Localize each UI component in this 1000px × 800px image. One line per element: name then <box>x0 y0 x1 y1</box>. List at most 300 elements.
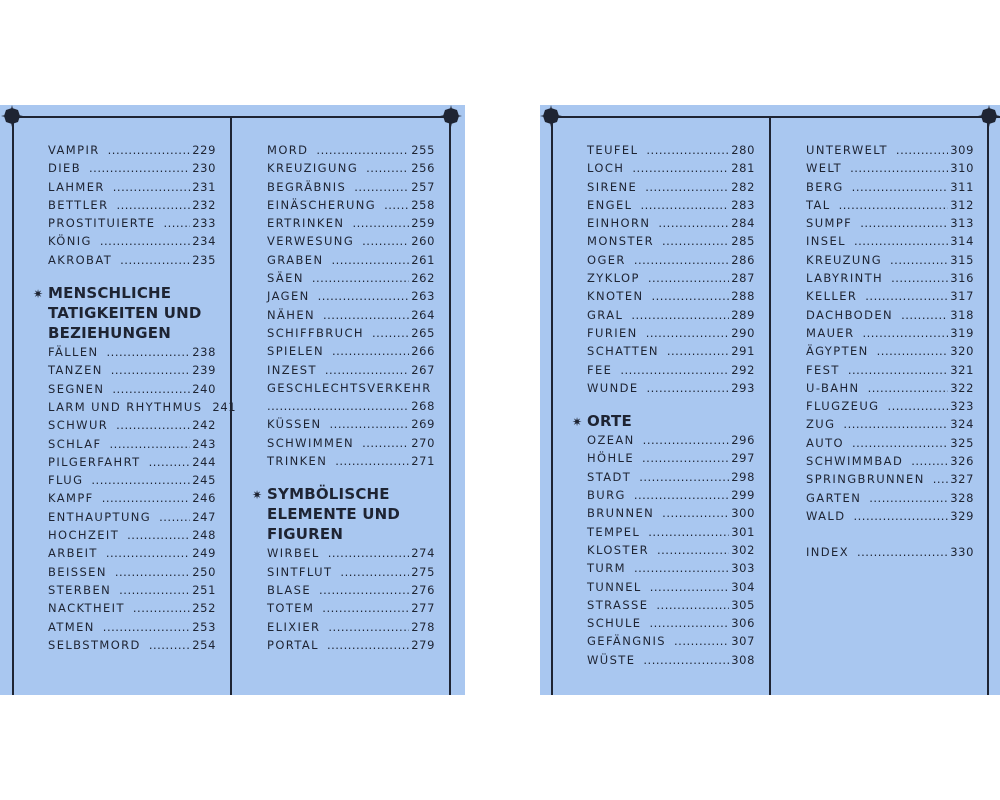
entry-name: BEISSEN <box>48 564 107 579</box>
index-entry <box>48 399 237 418</box>
entry-page-number: 231 <box>192 179 216 194</box>
entry-name: VAMPIR <box>48 143 100 157</box>
index-entry <box>267 381 435 418</box>
index-entry <box>806 509 974 527</box>
top-rule <box>552 116 1000 118</box>
dot-leader <box>116 198 190 212</box>
dot-leader <box>649 616 729 630</box>
dot-leader <box>362 234 409 248</box>
entry-name: BURG <box>587 488 626 503</box>
entry-name: SELBSTMORD <box>48 637 141 652</box>
entry-name: GRABEN <box>267 252 324 267</box>
entry-name: SCHULE <box>587 616 642 631</box>
dot-leader <box>865 289 948 303</box>
index-entry <box>806 417 974 435</box>
dot-leader <box>322 601 409 615</box>
entry-page-number: 279 <box>411 637 435 652</box>
asterisk-icon: ✷ <box>572 415 583 430</box>
entry-page-number: 291 <box>731 344 755 359</box>
entry-name: TOTEM <box>267 601 315 616</box>
index-entry <box>267 143 435 161</box>
dot-leader <box>642 451 729 465</box>
index-entry <box>48 382 216 400</box>
index-entry <box>587 271 755 289</box>
entry-name: KREUZIGUNG <box>267 161 359 176</box>
entry-name: SCHWUR <box>48 418 109 433</box>
index-entry <box>267 583 435 601</box>
dot-leader <box>328 546 410 560</box>
entry-page-number: 312 <box>950 197 974 212</box>
index-entry <box>806 308 974 326</box>
entry-name: WIRBEL <box>267 546 320 561</box>
entry-name: NÄHEN <box>267 307 315 322</box>
dot-leader <box>674 634 729 648</box>
entry-page-number: 256 <box>411 161 435 176</box>
dot-leader <box>362 436 409 450</box>
entry-page-number: 316 <box>950 271 974 286</box>
dot-leader <box>634 561 729 575</box>
entry-name: ERTRINKEN <box>267 216 345 231</box>
dot-leader <box>854 234 948 248</box>
dot-leader <box>332 344 409 358</box>
index-entry <box>587 634 755 652</box>
entry-page-number: 327 <box>950 472 974 487</box>
index-entry <box>48 473 216 491</box>
index-entry <box>48 161 216 179</box>
entry-name: LARM UND RHYTHMUS <box>48 399 203 414</box>
dot-leader <box>645 180 729 194</box>
index-entry <box>806 399 974 417</box>
entry-page-number: 262 <box>411 271 435 286</box>
dot-leader <box>887 399 948 413</box>
dot-leader <box>631 308 729 322</box>
entry-name: STERBEN <box>48 582 112 597</box>
dot-leader <box>839 198 949 212</box>
section-heading <box>572 411 755 431</box>
dot-leader <box>149 638 190 652</box>
entry-page-number: 293 <box>731 380 755 395</box>
entry-page-number: 233 <box>192 216 216 231</box>
entry-page-number: 326 <box>950 454 974 469</box>
entry-name: FLUG <box>48 473 84 488</box>
entry-page-number: 243 <box>192 436 216 451</box>
entry-name: BERG <box>806 179 844 194</box>
index-entry <box>587 234 755 252</box>
star-icon <box>540 105 562 127</box>
dot-leader <box>108 143 191 157</box>
index-entry <box>806 216 974 234</box>
index-entry <box>48 437 216 455</box>
index-entry <box>48 216 216 234</box>
entry-page-number: 298 <box>731 469 755 484</box>
index-entry <box>267 216 435 234</box>
entry-name: U-BAHN <box>806 380 860 395</box>
section-heading-line: BEZIEHUNGEN <box>48 324 171 343</box>
index-column <box>572 143 755 671</box>
index-entry <box>267 546 435 564</box>
section-heading-line: ORTE <box>587 412 632 431</box>
asterisk-icon: ✷ <box>33 287 44 302</box>
entry-name: DACHBODEN <box>806 307 894 322</box>
dot-leader <box>330 417 410 431</box>
dot-leader <box>119 583 190 597</box>
dot-leader <box>102 491 191 505</box>
entry-page-number: 241 <box>212 399 237 414</box>
index-entry <box>587 543 755 561</box>
dot-leader <box>869 491 948 505</box>
entry-name: MAUER <box>806 325 855 340</box>
index-entry <box>267 234 435 252</box>
dot-leader <box>857 545 948 559</box>
asterisk-icon: ✷ <box>252 488 263 503</box>
dot-leader <box>634 488 729 502</box>
dot-leader <box>91 473 190 487</box>
index-entry <box>48 455 216 473</box>
index-entry <box>587 363 755 381</box>
index-entry <box>587 381 755 399</box>
dot-leader <box>149 455 191 469</box>
entry-page-number: 266 <box>411 344 435 359</box>
entry-page-number: 330 <box>950 545 974 560</box>
entry-page-number: 244 <box>192 454 216 469</box>
entry-page-number: 329 <box>950 508 974 523</box>
entry-page-number: 229 <box>192 143 216 157</box>
entry-name: INDEX <box>806 545 849 560</box>
entry-name: TURM <box>587 561 626 576</box>
entry-name: STADT <box>587 469 632 484</box>
entry-page-number: 287 <box>731 271 755 286</box>
dot-leader <box>667 344 729 358</box>
index-entry <box>48 565 216 583</box>
index-entry <box>48 363 216 381</box>
index-entry <box>806 253 974 271</box>
entry-name: KELLER <box>806 289 858 304</box>
entry-name: BEGRÄBNIS <box>267 179 347 194</box>
dot-leader <box>335 454 409 468</box>
entry-name: LABYRINTH <box>806 271 884 286</box>
index-entry <box>267 253 435 271</box>
entry-name: SÄEN <box>267 271 304 286</box>
index-entry <box>587 326 755 344</box>
entry-page-number: 261 <box>411 252 435 267</box>
entry-page-number: 297 <box>731 451 755 466</box>
index-entry <box>48 528 216 546</box>
entry-name: WÜSTE <box>587 652 636 667</box>
dot-leader <box>891 271 948 285</box>
entry-page-number: 307 <box>731 634 755 649</box>
entry-page-number: 301 <box>731 524 755 539</box>
entry-page-number: 280 <box>731 143 755 157</box>
index-entry <box>587 253 755 271</box>
index-entry <box>587 308 755 326</box>
entry-page-number: 277 <box>411 601 435 616</box>
dot-leader <box>647 381 730 395</box>
index-entry <box>806 271 974 289</box>
entry-page-number: 235 <box>192 252 216 267</box>
entry-page-number: 268 <box>411 399 435 414</box>
entry-name: BETTLER <box>48 197 109 212</box>
section-heading-line: FIGUREN <box>267 525 344 544</box>
entry-name: ATMEN <box>48 619 95 634</box>
entry-page-number: 264 <box>411 307 435 322</box>
entry-page-number: 251 <box>192 582 216 597</box>
entry-name: SCHIFFBRUCH <box>267 325 364 340</box>
index-entry <box>267 436 435 454</box>
dot-leader <box>112 382 190 396</box>
entry-page-number: 281 <box>731 161 755 176</box>
index-entry <box>267 326 435 344</box>
entry-name: GRAL <box>587 307 624 322</box>
entry-name: KÜSSEN <box>267 417 322 432</box>
dot-leader <box>120 253 190 267</box>
index-entry <box>48 546 216 564</box>
entry-name: FURIEN <box>587 325 638 340</box>
entry-name: JAGEN <box>267 289 310 304</box>
entry-page-number: 313 <box>950 216 974 231</box>
entry-page-number: 289 <box>731 307 755 322</box>
dot-leader <box>331 253 409 267</box>
entry-name: OGER <box>587 252 626 267</box>
index-entry <box>48 620 216 638</box>
index-entry <box>267 161 435 179</box>
index-entry <box>806 161 974 179</box>
entry-name: TRINKEN <box>267 454 328 469</box>
entry-page-number: 271 <box>411 454 435 469</box>
entry-name: GARTEN <box>806 490 862 505</box>
entry-page-number: 303 <box>731 561 755 576</box>
section-heading <box>33 283 216 343</box>
entry-page-number: 269 <box>411 417 435 432</box>
entry-name: WALD <box>806 508 846 523</box>
index-entry <box>48 583 216 601</box>
entry-page-number: 245 <box>192 473 216 488</box>
section-heading-line: TATIGKEITEN UND <box>48 304 202 323</box>
index-entry <box>806 198 974 216</box>
entry-page-number: 320 <box>950 344 974 359</box>
entry-name: ELIXIER <box>267 619 321 634</box>
entry-page-number: 265 <box>411 325 435 340</box>
dot-leader <box>318 289 410 303</box>
index-entry <box>48 601 216 619</box>
dot-leader <box>877 344 949 358</box>
section-heading-line: MENSCHLICHE <box>48 284 172 303</box>
entry-page-number: 306 <box>731 616 755 631</box>
entry-name: UNTERWELT <box>806 143 888 157</box>
dot-leader <box>652 289 730 303</box>
index-entry <box>587 580 755 598</box>
entry-name: SUMPF <box>806 216 853 231</box>
entry-name: INZEST <box>267 362 317 377</box>
index-entry <box>267 308 435 326</box>
section-heading-line: SYMBÖLISCHE <box>267 485 390 504</box>
entry-name: SINTFLUT <box>267 564 333 579</box>
entry-page-number: 299 <box>731 488 755 503</box>
dot-leader <box>901 308 948 322</box>
dot-leader <box>634 253 729 267</box>
index-entry <box>587 180 755 198</box>
entry-page-number: 254 <box>192 637 216 652</box>
index-entry <box>267 180 435 198</box>
right-page <box>540 105 1000 695</box>
entry-page-number: 248 <box>192 528 216 543</box>
dot-leader <box>933 472 949 486</box>
entry-name: NACKTHEIT <box>48 601 125 616</box>
entry-name: PROSTITUIERTE <box>48 216 156 231</box>
dot-leader <box>312 271 409 285</box>
entry-page-number: 274 <box>411 546 435 561</box>
dot-leader <box>107 345 191 359</box>
star-icon <box>440 105 462 127</box>
index-entry <box>587 616 755 634</box>
dot-leader <box>853 509 948 523</box>
entry-page-number: 305 <box>731 597 755 612</box>
index-entry <box>587 216 755 234</box>
dot-leader <box>319 583 409 597</box>
index-entry <box>48 510 216 528</box>
index-entry <box>267 565 435 583</box>
index-entry <box>587 198 755 216</box>
entry-name: WUNDE <box>587 380 639 395</box>
index-entry <box>587 289 755 307</box>
index-entry <box>806 363 974 381</box>
left-border <box>551 116 553 695</box>
entry-page-number: 308 <box>731 652 755 667</box>
dot-leader <box>133 601 190 615</box>
entry-page-number: 325 <box>950 435 974 450</box>
dot-leader <box>890 253 948 267</box>
dot-leader <box>662 234 729 248</box>
dot-leader <box>106 546 190 560</box>
entry-page-number: 252 <box>192 601 216 616</box>
entry-name: TEMPEL <box>587 524 641 539</box>
dot-leader <box>323 308 409 322</box>
entry-name: OZEAN <box>587 433 635 448</box>
dot-leader <box>113 180 190 194</box>
entry-page-number: 250 <box>192 564 216 579</box>
index-entry <box>48 491 216 509</box>
dot-leader <box>111 363 191 377</box>
dot-leader <box>316 143 409 157</box>
left-border <box>12 116 14 695</box>
entry-page-number: 296 <box>731 433 755 448</box>
entry-name: KREUZUNG <box>806 252 883 267</box>
entry-name: AKROBAT <box>48 252 113 267</box>
entry-page-number: 270 <box>411 435 435 450</box>
dot-leader <box>852 436 948 450</box>
column-divider <box>769 116 771 695</box>
top-rule <box>12 116 452 118</box>
entry-name: SCHLAF <box>48 436 102 451</box>
index-entry <box>587 433 755 451</box>
entry-name: SEGNEN <box>48 381 105 396</box>
entry-page-number: 324 <box>950 417 974 432</box>
entry-name: AUTO <box>806 435 844 450</box>
entry-page-number: 253 <box>192 619 216 634</box>
entry-page-number: 246 <box>192 491 216 506</box>
star-icon <box>978 105 1000 127</box>
index-entry <box>806 545 974 563</box>
entry-name: MORD <box>267 143 309 157</box>
entry-page-number: 275 <box>411 564 435 579</box>
index-entry <box>806 326 974 344</box>
entry-name: ARBEIT <box>48 546 98 561</box>
dot-leader <box>267 399 409 417</box>
entry-name: HÖHLE <box>587 451 635 466</box>
section-heading <box>252 484 435 544</box>
entry-page-number: 276 <box>411 582 435 597</box>
entry-page-number: 284 <box>731 216 755 231</box>
index-entry <box>806 234 974 252</box>
index-entry <box>267 620 435 638</box>
dot-leader <box>340 565 409 579</box>
entry-page-number: 263 <box>411 289 435 304</box>
entry-name: WELT <box>806 161 843 176</box>
index-entry <box>267 417 435 435</box>
dot-leader <box>643 653 729 667</box>
entry-page-number: 318 <box>950 307 974 322</box>
index-entry <box>587 598 755 616</box>
dot-leader <box>100 234 190 248</box>
entry-name: FLUGZEUG <box>806 399 880 414</box>
entry-name: EINÄSCHERUNG <box>267 197 377 212</box>
entry-page-number: 314 <box>950 234 974 249</box>
index-entry <box>806 289 974 307</box>
dot-leader <box>620 363 729 377</box>
dot-leader <box>860 216 948 230</box>
entry-name: ENGEL <box>587 197 633 212</box>
index-entry <box>48 198 216 216</box>
dot-leader <box>127 528 190 542</box>
left-page <box>0 105 465 695</box>
index-entry <box>587 451 755 469</box>
dot-leader <box>862 326 948 340</box>
entry-name: BLASE <box>267 582 311 597</box>
entry-name: BRUNNEN <box>587 506 655 521</box>
section-heading-line: ELEMENTE UND <box>267 505 401 524</box>
entry-name: ZYKLOP <box>587 271 640 286</box>
entry-name: KNOTEN <box>587 289 644 304</box>
dot-leader <box>648 271 729 285</box>
dot-leader <box>648 525 729 539</box>
entry-page-number: 242 <box>192 418 216 433</box>
entry-page-number: 323 <box>950 399 974 414</box>
entry-page-number: 232 <box>192 197 216 212</box>
dot-leader <box>354 180 409 194</box>
index-entry <box>267 601 435 619</box>
entry-page-number: 328 <box>950 490 974 505</box>
entry-page-number: 288 <box>731 289 755 304</box>
dot-leader <box>632 161 729 175</box>
entry-page-number: 255 <box>411 143 435 157</box>
dot-leader <box>325 363 409 377</box>
dot-leader <box>658 216 729 230</box>
index-entry <box>806 143 974 161</box>
dot-leader <box>110 437 191 451</box>
entry-name: GESCHLECHTSVERKEHR <box>267 380 432 395</box>
right-border <box>449 116 451 695</box>
spacer <box>806 527 974 545</box>
dot-leader <box>352 216 409 230</box>
entry-name: DIEB <box>48 161 82 176</box>
dot-leader <box>657 543 729 557</box>
entry-name: ÄGYPTEN <box>806 344 869 359</box>
entry-name: SIRENE <box>587 179 638 194</box>
entry-page-number: 310 <box>950 161 974 176</box>
entry-name: PORTAL <box>267 637 319 652</box>
entry-name: EINHORN <box>587 216 651 231</box>
entry-name: FEST <box>806 362 840 377</box>
index-entry <box>48 638 216 656</box>
